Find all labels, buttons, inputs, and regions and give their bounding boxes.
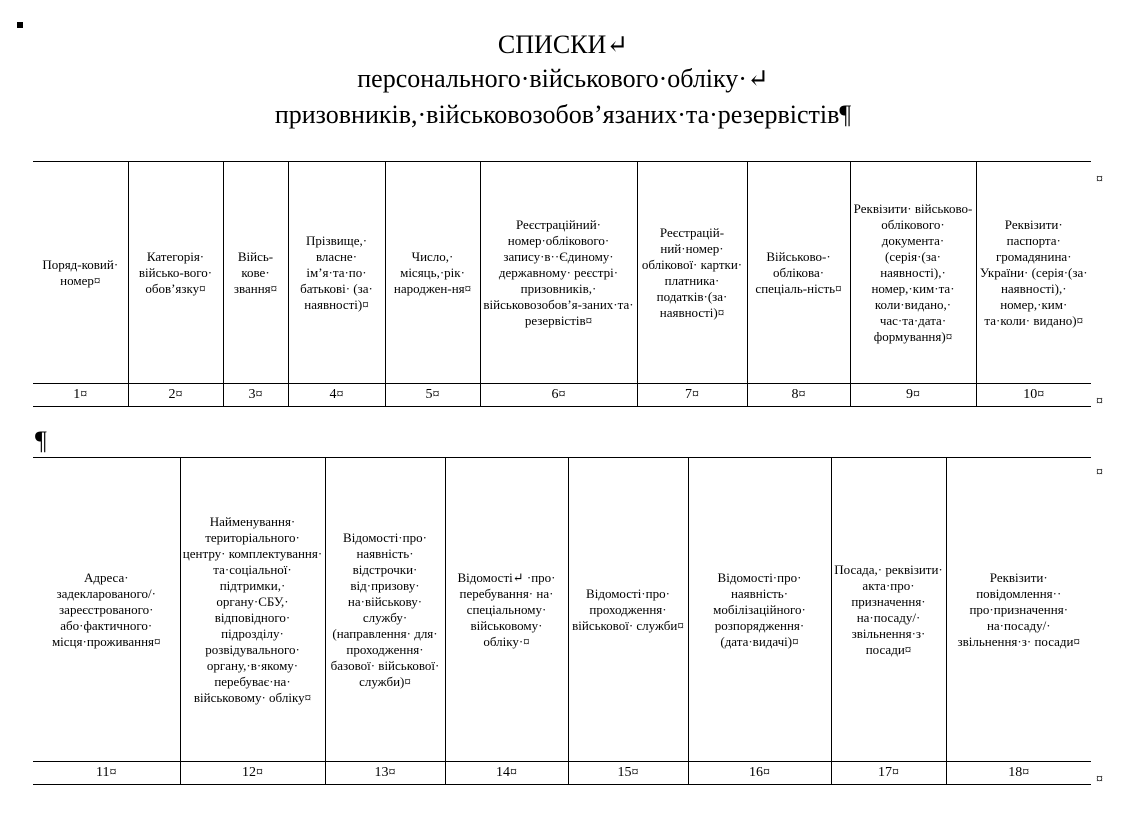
document-title: СПИСКИ↵ <box>497 30 629 59</box>
column-number: 12¤ <box>180 762 325 785</box>
header-cell-passport: Реквізити· паспорта· громадянина· України· (серія·(за· наявності),· номер,·ким· та·коли· видано)¤ <box>976 162 1091 384</box>
column-number: 10¤ <box>976 384 1091 407</box>
records-table-part1 <box>33 161 1091 407</box>
records-table-part2 <box>33 457 1091 785</box>
column-number: 14¤ <box>445 762 568 785</box>
end-of-row-mark: ¤ <box>1096 465 1103 480</box>
end-of-row-mark: ¤ <box>1096 394 1103 409</box>
bullet-marker <box>17 22 23 28</box>
header-cell-military-document: Реквізити· військово-облікового· документа· (серія·(за· наявності),· номер,·ким·та· коли·видано,· час·та·дата· формування)¤ <box>850 162 976 384</box>
column-number: 1¤ <box>33 384 128 407</box>
column-number: 7¤ <box>637 384 747 407</box>
header-cell-deferment: Відомості·про· наявність· відстрочки· від·призову· на·військову· службу· (направлення· для· проходження· базової· військової· служби)¤ <box>325 458 445 762</box>
header-cell-residence-address: Адреса· задекларованого/· зареєстрованого· або·фактичного· місця·проживання¤ <box>33 458 180 762</box>
table-header-row <box>33 458 1091 762</box>
column-number: 5¤ <box>385 384 480 407</box>
header-cell-military-specialty: Військово-· облікова· спеціаль-ність¤ <box>747 162 850 384</box>
header-cell-special-registration: Відомості↵ ·про· перебування· на· спеціальному· військовому· обліку·¤ <box>445 458 568 762</box>
header-cell-birth-date: Число,· місяць,·рік· народжен-ня¤ <box>385 162 480 384</box>
end-of-row-mark: ¤ <box>1096 772 1103 787</box>
header-cell-registry-number: Реєстраційний· номер·облікового· запису·в··Єдиному· державному· реєстрі· призовників,· військовозобов’я-заних·та· резервістів¤ <box>480 162 637 384</box>
header-cell-military-service: Відомості·про· проходження· військової· служби¤ <box>568 458 688 762</box>
table-header-row <box>33 162 1091 384</box>
column-number: 15¤ <box>568 762 688 785</box>
header-cell-full-name: Прізвище,· власне· ім’я·та·по· батькові· (за· наявності)¤ <box>288 162 385 384</box>
column-number: 18¤ <box>946 762 1091 785</box>
column-number: 8¤ <box>747 384 850 407</box>
document-subtitle-line2: призовників,·військовозобов’язаних·та·резервістів¶ <box>274 100 852 129</box>
column-number: 4¤ <box>288 384 385 407</box>
end-of-row-mark: ¤ <box>1096 172 1103 187</box>
header-cell-appointment-act: Посада,· реквізити· акта·про· призначення· на·посаду/· звільнення·з· посади¤ <box>831 458 946 762</box>
header-cell-military-rank: Війсь-кове· звання¤ <box>223 162 288 384</box>
column-number: 2¤ <box>128 384 223 407</box>
header-cell-registration-center: Найменування· територіального· центру· комплектування· та·соціальної· підтримки,· органу·СБУ,· відповідного· підрозділу· розвідувального· органу,·в·якому· перебуває·на· військовому· обліку¤ <box>180 458 325 762</box>
column-number: 16¤ <box>688 762 831 785</box>
header-cell-mobilization-order: Відомості·про· наявність· мобілізаційного· розпорядження· (дата·видачі)¤ <box>688 458 831 762</box>
column-number: 11¤ <box>33 762 180 785</box>
column-number: 9¤ <box>850 384 976 407</box>
document-subtitle-line1: персонального·військового·обліку·↵ <box>357 64 769 93</box>
paragraph-mark: ¶ <box>35 426 47 455</box>
column-number: 17¤ <box>831 762 946 785</box>
header-cell-taxpayer-number: Реєстрацій-ний·номер· облікової· картки· платника· податків·(за· наявності)¤ <box>637 162 747 384</box>
column-number-row <box>33 384 1091 407</box>
column-number: 6¤ <box>480 384 637 407</box>
header-cell-appointment-notice: Реквізити· повідомлення·· про·призначення· на·посаду/· звільнення·з· посади¤ <box>946 458 1091 762</box>
header-cell-order-number: Поряд-ковий· номер¤ <box>33 162 128 384</box>
header-cell-military-category: Категорія· військо-вого· обов’язку¤ <box>128 162 223 384</box>
column-number: 13¤ <box>325 762 445 785</box>
column-number: 3¤ <box>223 384 288 407</box>
column-number-row <box>33 762 1091 785</box>
